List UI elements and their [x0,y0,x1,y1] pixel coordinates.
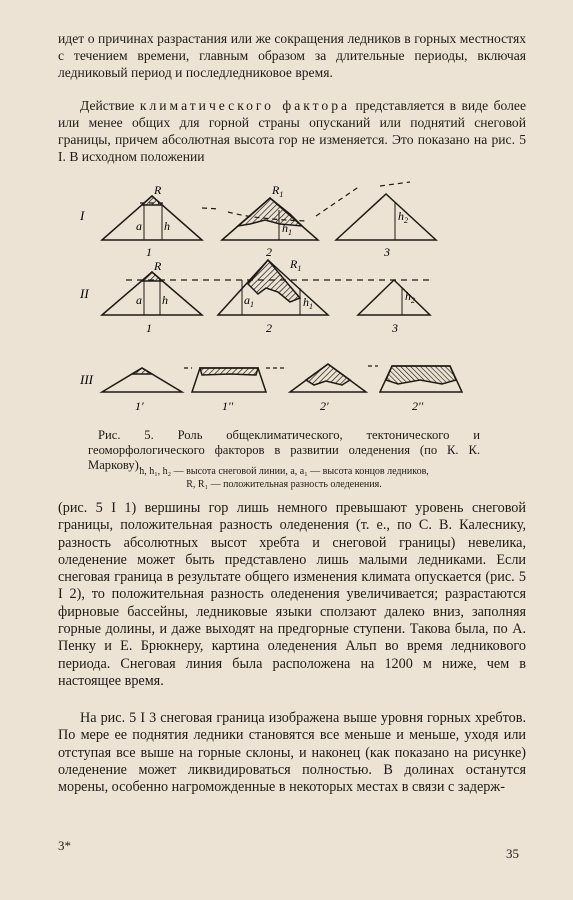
num-row1-3: 3 [384,245,390,259]
row-3-shape-2prime [290,364,366,392]
num-row2-1: 1 [146,321,152,335]
row-label-1: I [80,208,85,223]
num-row3-1double: 1'' [222,399,234,413]
signature-mark: 3* [58,838,71,853]
paragraph-2-rest: представляется в виде более или менее общих для горной страны опусканий или поднятий снеговой границы, причем абсолютная высота гор не изменяется. Это показано на рис. 5 I. В исходном положении [58,98,526,164]
figure-caption: Рис. 5. Роль общеклиматического, тектонического и геоморфологического факторов в развитии оледенения (по К. К. Маркову). [88,428,480,472]
page-number: 35 [506,846,519,861]
label-a-row2: a [136,293,142,307]
label-r-row1: R [154,183,162,197]
paragraph-3: (рис. 5 I 1) вершины гор лишь немного превышают уровень снеговой границы, положительная разность оледенения (т. е., по С. В. Калеснику, разность абсолютных высот хребта и снеговой границы) невелика, оледенение может быть представлено лишь малыми ледниками. Если снеговая граница в результате общего изменения климата опускается (рис. 5 I 2), то положительная разность оледенения увеличивается; разрастаются фирновые бассейны, ледниковые языки сползают далеко вниз, заполняя горные долины, и даже выходят на предгорные ступени. Такова была, по А. Пенку и Е. Брюкнеру, картина оледенения Альп во время ледникового периода. Снеговая линия была расположена на 1200 м ниже, чем в настоящее время. [58,500,526,689]
num-row3-2prime: 2' [320,399,329,413]
num-row2-2: 2 [266,321,272,335]
row-label-3: III [80,372,93,387]
label-a1-row2: $a_1$ [244,293,254,309]
row-3-shape-2double [380,366,462,392]
label-h1-row2: $h_1$ [303,295,313,311]
legend-line-2: R, R₁ — положительная разность оледенения. [186,478,382,490]
paragraph-4: На рис. 5 I 3 снеговая граница изображена выше уровня горных хребтов. По мере ее поднятия ледники становятся все меньше и меньше, уходя или отступая все выше на горные склоны, и наконец (как показано на рисунке) оледенение может ликвидироваться полностью. В долинах останутся морены, особенно нагроможденные в некоторых местах в связи с задерж- [58,710,526,796]
row-3-shape-1prime [102,368,182,392]
num-row1-2: 2 [266,245,272,259]
label-a-row1: a [136,219,142,233]
row-2-mountain-1 [102,272,202,315]
paragraph-2-start: Действие [80,98,140,113]
spaced-term: климатического фактора [139,98,351,113]
label-h1-row1: $h_1$ [282,221,292,237]
row-2-mountain-3 [358,280,430,315]
row-1-mountain-3 [336,194,436,240]
row-3-shape-1double [192,368,266,392]
label-r1-row2: $R_1$ [290,257,302,273]
label-h2-row1: $h_2$ [398,209,408,225]
label-h-row2: h [162,293,168,307]
num-row2-3: 3 [392,321,398,335]
paragraph-1: идет о причинах разрастания или же сокращения ледников в горных местностях с течением времени, главным образом за длительные периоды, включая ледниковый период и последледниковое время. [58,31,526,80]
legend-line-1: h, h₁, h₂ — высота снеговой линии, a, a₁ — высота концов ледников, [139,466,429,477]
label-r-row2: R [154,259,162,273]
row-1-mountain-2 [222,198,318,240]
num-row3-2double: 2'' [412,399,424,413]
row-label-2: II [80,286,89,301]
label-h2-row2: $h_2$ [405,289,415,305]
paragraph-2 [58,97,526,165]
label-h-row1: h [164,219,170,233]
num-row3-1prime: 1' [135,399,144,413]
figure-legend [88,466,480,491]
num-row1-1: 1 [146,245,152,259]
figure-5-diagram [80,180,490,420]
label-r1-row1: $R_1$ [272,183,284,199]
